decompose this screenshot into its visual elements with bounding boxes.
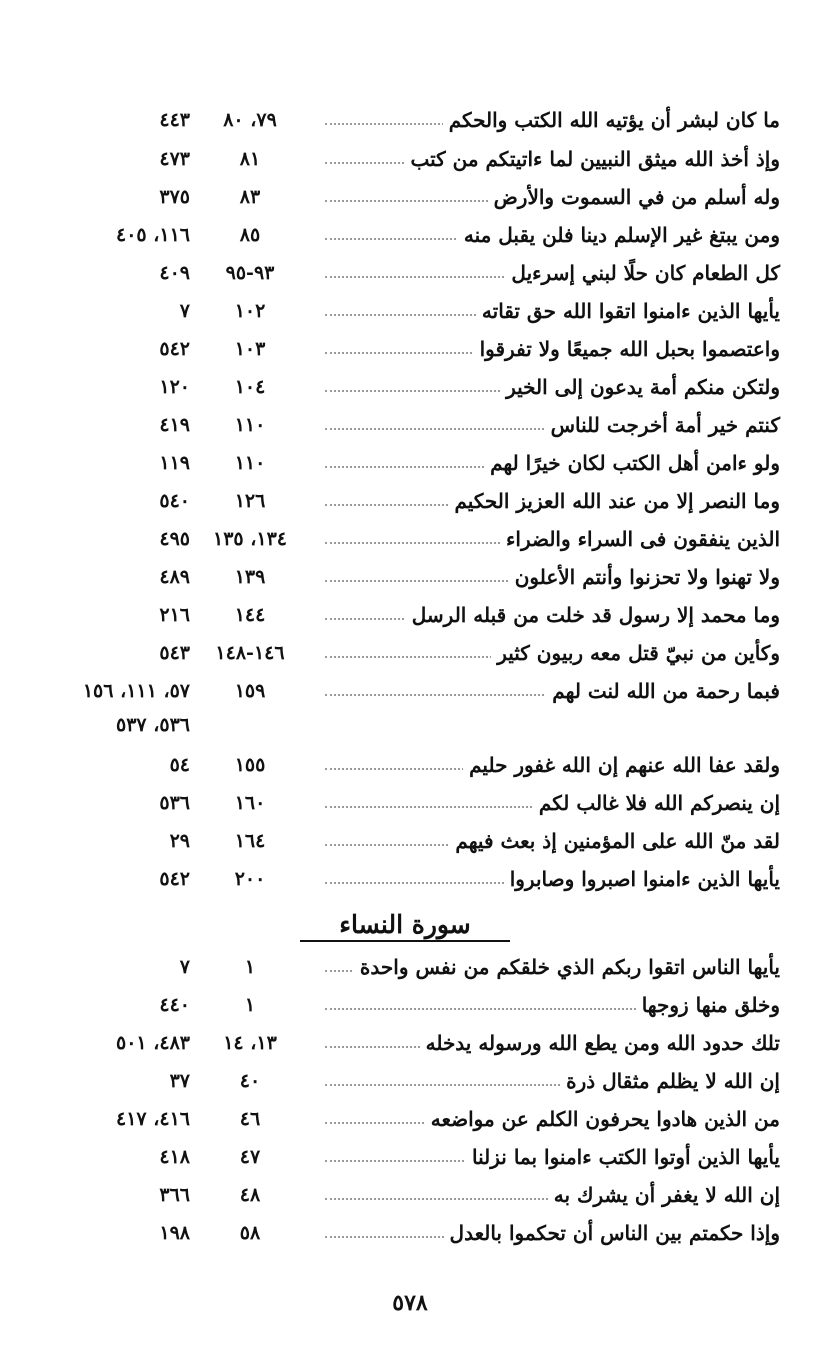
verse-number: ١٤٦-١٤٨ (215, 642, 285, 664)
page-references: ٢٩ (169, 830, 190, 852)
entry-title: إن ينصركم الله فلا غالب لكم (533, 786, 780, 820)
entry-title: تلك حدود الله ومن يطع الله ورسوله يدخله (420, 1026, 780, 1060)
surah-heading: سورة النساء (339, 910, 471, 939)
verse-number: ١٦٤ (234, 830, 266, 852)
index-entry (0, 824, 820, 858)
page-references: ٥٤ (169, 754, 190, 776)
entry-title: الذين ينفقون فى السراء والضراء (500, 522, 780, 556)
verse-number: ١٣٤، ١٣٥ (213, 528, 287, 550)
entry-title: ومن يبتغ غير الإسلم دينا فلن يقبل منه (458, 218, 780, 252)
index-entry (0, 598, 820, 632)
verse-number: ١٦٠ (234, 792, 266, 814)
verse-number: ٤٠ (239, 1070, 261, 1092)
entry-title: يأيها الذين ءامنوا اصبروا وصابروا (504, 862, 780, 896)
index-entry (0, 1102, 820, 1136)
verse-number: ١١٠ (234, 452, 266, 474)
page-references: ٤١٩ (159, 414, 190, 436)
index-entry (0, 748, 820, 782)
entry-title: وما محمد إلا رسول قد خلت من قبله الرسل (406, 598, 780, 632)
entry-title: فبما رحمة من الله لنت لهم (546, 674, 780, 708)
entry-title: ما كان لبشر أن يؤتيه الله الكتب والحكم (443, 103, 780, 137)
index-entry (0, 1140, 820, 1174)
entry-title: وإذا حكمتم بين الناس أن تحكموا بالعدل (444, 1216, 780, 1250)
verse-number: ٢٠٠ (234, 868, 266, 890)
entry-title: ولو ءامن أهل الكتب لكان خيرًا لهم (484, 446, 780, 480)
index-entry (0, 988, 820, 1022)
index-entry (0, 103, 820, 137)
page-references: ٧ (179, 300, 190, 322)
entry-title: وما النصر إلا من عند الله العزيز الحكيم (448, 484, 780, 518)
page-references: ٥٤٣ (159, 642, 190, 664)
entry-title: يأيها الذين أوتوا الكتب ءامنوا بما نزلنا (466, 1140, 780, 1174)
entry-title: وإذ أخذ الله ميثق النبيين لما ءاتيتكم من كتب (404, 142, 780, 176)
entry-title: يأيها الناس اتقوا ربكم الذي خلقكم من نفس واحدة (354, 950, 780, 984)
verse-number: ٨٣ (239, 186, 261, 208)
verse-number: ٧٩، ٨٠ (223, 109, 277, 131)
verse-number: ١٣، ١٤ (223, 1032, 277, 1054)
index-entry (0, 408, 820, 442)
page-references: ١١٦، ٤٠٥ (116, 224, 190, 246)
page-references: ٣٧٥ (159, 186, 190, 208)
index-entry (0, 560, 820, 594)
page-references: ٥٤٠ (159, 490, 190, 512)
entry-title: إن الله لا يظلم مثقال ذرة (560, 1064, 780, 1098)
page-references: ٥٧، ١١١، ١٥٦ (82, 680, 190, 702)
verse-number: ٨٥ (239, 224, 261, 246)
page-references: ٤٨٩ (159, 566, 190, 588)
index-entry (0, 370, 820, 404)
entry-title: لقد منّ الله على المؤمنين إذ بعث فيهم (449, 824, 780, 858)
index-entry (0, 1178, 820, 1212)
page-references: ٤٩٥ (159, 528, 190, 550)
page-references-continued: ٥٣٦، ٥٣٧ (116, 714, 190, 736)
entry-title: يأيها الذين ءامنوا اتقوا الله حق تقاته (476, 294, 780, 328)
page-references: ٢١٦ (159, 604, 190, 626)
verse-number: ١٠٣ (234, 338, 266, 360)
entry-title: من الذين هادوا يحرفون الكلم عن مواضعه (425, 1102, 780, 1136)
index-entry (0, 142, 820, 176)
page-number: ٥٧٨ (392, 1290, 428, 1316)
verse-number: ١٤٤ (234, 604, 266, 626)
index-entry (0, 1064, 820, 1098)
entry-title: إن الله لا يغفر أن يشرك به (548, 1178, 780, 1212)
index-entry (0, 256, 820, 290)
verse-number: ١٥٥ (234, 754, 266, 776)
verse-number: ٨١ (239, 148, 261, 170)
verse-number: ١٣٩ (234, 566, 266, 588)
verse-number: ٤٧ (239, 1146, 261, 1168)
page-references: ٤٤٣ (159, 109, 190, 131)
index-entry (0, 1216, 820, 1250)
verse-number: ٩٣-٩٥ (225, 262, 275, 284)
entry-title: وخلق منها زوجها (636, 988, 780, 1022)
page-references: ٥٤٢ (159, 338, 190, 360)
entry-title: كل الطعام كان حلًا لبني إسرءيل (505, 256, 780, 290)
index-entry (0, 950, 820, 984)
page-references: ٥٤٢ (159, 868, 190, 890)
index-entry (0, 636, 820, 670)
index-entry-continuation (0, 708, 820, 742)
page-references: ٤٨٣، ٥٠١ (116, 1032, 190, 1054)
verse-number: ١٢٦ (234, 490, 266, 512)
verse-number: ١ (244, 956, 256, 978)
entry-title: كنتم خير أمة أخرجت للناس (545, 408, 780, 442)
page-references: ١٢٠ (159, 376, 190, 398)
index-entry (0, 484, 820, 518)
page-references: ١١٩ (159, 452, 190, 474)
surah-heading-underline (300, 940, 510, 942)
verse-number: ٤٨ (239, 1184, 261, 1206)
verse-number: ١١٠ (234, 414, 266, 436)
verse-number: ٥٨ (239, 1222, 261, 1244)
verse-number: ١٥٩ (234, 680, 266, 702)
entry-title: وكأين من نبيّ قتل معه ربيون كثير (491, 636, 780, 670)
page-references: ٤١٦، ٤١٧ (116, 1108, 190, 1130)
verse-number: ١ (244, 994, 256, 1016)
index-entry (0, 522, 820, 556)
page-references: ٤٤٠ (159, 994, 190, 1016)
index-entry (0, 862, 820, 896)
page-references: ١٩٨ (159, 1222, 190, 1244)
index-entry (0, 218, 820, 252)
verse-number: ٤٦ (239, 1108, 261, 1130)
entry-title: ولتكن منكم أمة يدعون إلى الخير (500, 370, 780, 404)
page-references: ٤٠٩ (159, 262, 190, 284)
entry-title: ولقد عفا الله عنهم إن الله غفور حليم (463, 748, 780, 782)
page-references: ٥٣٦ (159, 792, 190, 814)
page-references: ٤٧٣ (159, 148, 190, 170)
index-entry (0, 446, 820, 480)
index-entry (0, 1026, 820, 1060)
index-entry (0, 180, 820, 214)
page-references: ٣٧ (169, 1070, 190, 1092)
entry-title: ولا تهنوا ولا تحزنوا وأنتم الأعلون (509, 560, 780, 594)
entry-title: وله أسلم من في السموت والأرض (488, 180, 780, 214)
index-entry (0, 674, 820, 708)
page-references: ٤١٨ (159, 1146, 190, 1168)
verse-number: ١٠٢ (234, 300, 266, 322)
entry-title: واعتصموا بحبل الله جميعًا ولا تفرقوا (474, 332, 780, 366)
index-entry (0, 294, 820, 328)
page-references: ٣٦٦ (159, 1184, 190, 1206)
index-entry (0, 332, 820, 366)
verse-number: ١٠٤ (234, 376, 266, 398)
index-entry (0, 786, 820, 820)
page-references: ٧ (179, 956, 190, 978)
